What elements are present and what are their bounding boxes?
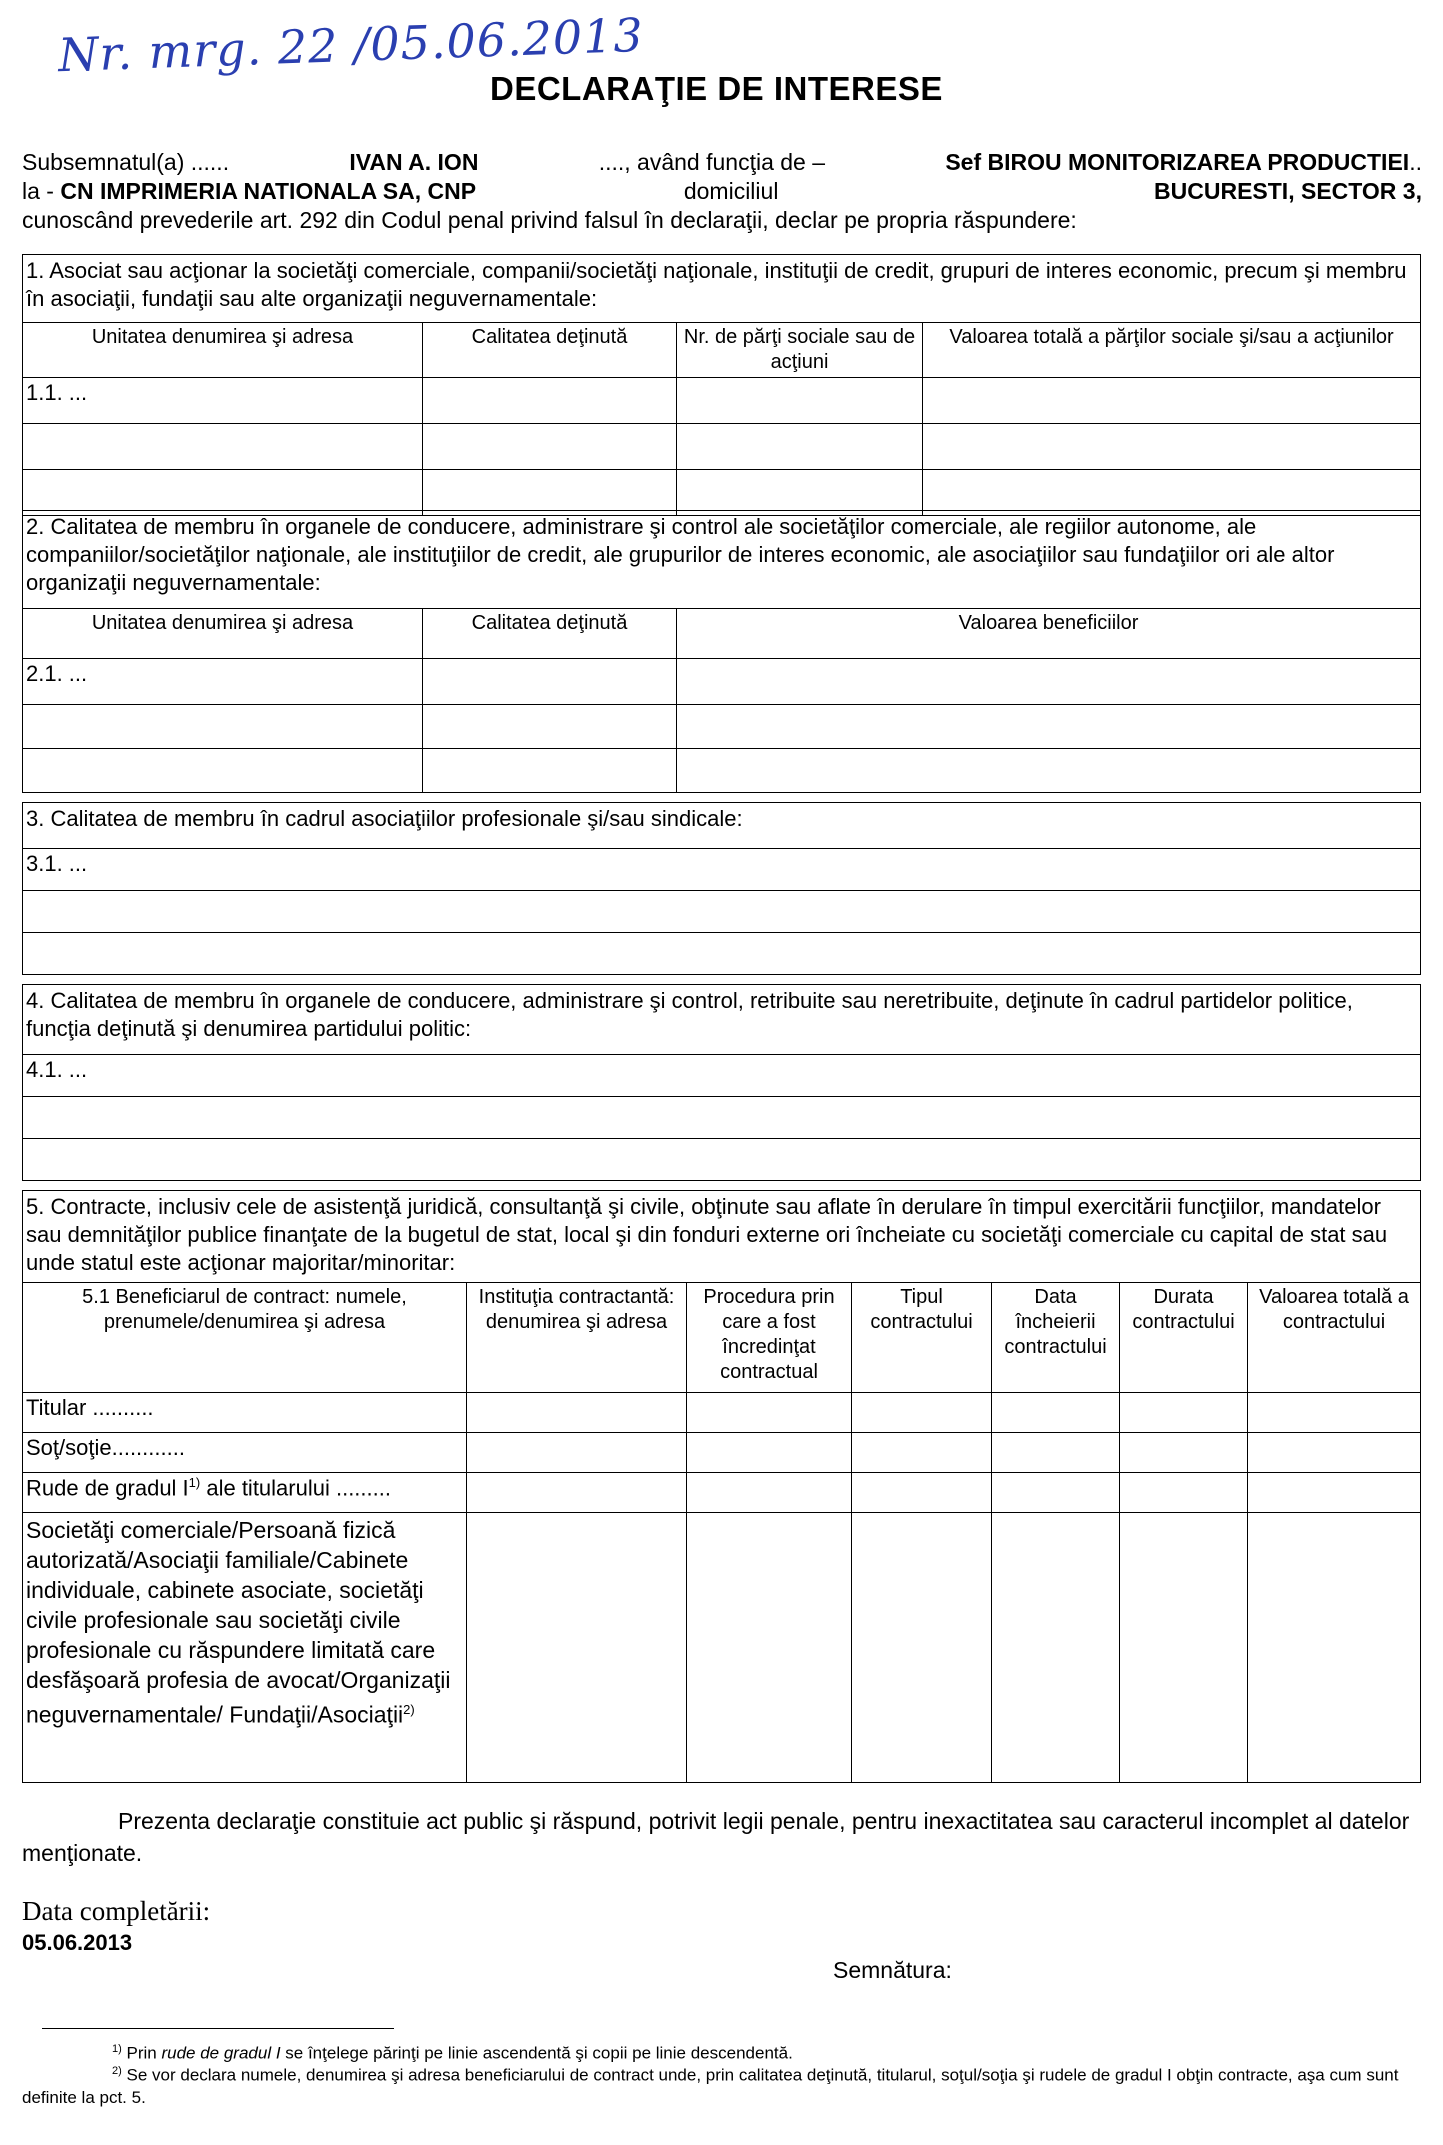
s5-cell [1248,1393,1421,1433]
intro-line-1 [22,148,1422,177]
declarant-name: IVAN A. ION [349,149,479,175]
s2-cell [423,705,677,749]
s2-cell [423,659,677,705]
s5-cell [1248,1473,1421,1513]
section-4-table [22,984,1421,1181]
handwritten-registration-note: Nr. mrg. 22 /05.06.2013 [57,7,645,83]
s5-cell [1120,1513,1248,1783]
s1-cell [923,378,1421,424]
intro-subsemnatul: Subsemnatul(a) ...... [22,149,230,175]
s5-cell [992,1473,1120,1513]
section-3-table [22,802,1421,975]
footnote-1-a: Prin [121,2043,162,2063]
declarant-intro [22,148,1422,235]
s1-header-shares: Nr. de părţi sociale sau de acţiuni [677,323,923,378]
s5-cell [1120,1393,1248,1433]
s1-header-quality: Calitatea deţinută [423,323,677,378]
s1-cell [677,424,923,470]
s5-companies-text: Societăţi comerciale/Persoană fizică autorizată/Asociaţii familiale/Cabinete individuale, cabinete asociate, societăţi civile profesionale sau societăţi civile profesionale cu răspundere limitată care desfăşoară profesia de avocat/Organizaţii neguvernamentale/ Fundaţii/Asociaţii [26,1517,451,1728]
section-2-title: 2. Calitatea de membru în organele de conducere, administrare şi control ale societăţilor comerciale, ale regiilor autonome, ale companiilor/societăţilor naţionale, ale instituţiilor de credit, ale grupurilor de interes economic, ale asociaţiilor sau fundaţiilor ori ale altor organizaţii neguvernamentale: [23,511,1421,609]
s5-cell [992,1433,1120,1473]
s5-relatives-text: Rude de gradul I [26,1475,189,1501]
s5-relatives-sup: 1) [188,1475,201,1490]
s1-cell [23,424,423,470]
s5-header-value: Valoarea totală a contractului [1248,1283,1421,1393]
s2-cell [23,705,423,749]
s5-header-beneficiary: 5.1 Beneficiarul de contract: numele, prenumele/denumirea şi adresa [23,1283,467,1393]
s2-cell [23,749,423,793]
s1-header-unit: Unitatea denumirea şi adresa [23,323,423,378]
s5-cell [467,1393,687,1433]
s4-cell [23,1139,1421,1181]
declaration-statement: Prezenta declaraţie constituie act public şi răspund, potrivit legii penale, pentru inexactitatea sau caracterul incomplet al datelor menţionate. [22,1808,1410,1866]
s3-cell [23,891,1421,933]
s5-cell [687,1513,852,1783]
s5-row-spouse: Soţ/soţie............ [23,1433,467,1473]
s2-header-quality: Calitatea deţinută [423,609,677,659]
declarant-organization: CN IMPRIMERIA NATIONALA SA, CNP [60,178,477,204]
signature-label: Semnătura: [833,1957,952,1983]
s5-header-date: Data încheierii contractului [992,1283,1120,1393]
s5-cell [992,1513,1120,1783]
intro-line-2 [22,177,1422,206]
section-4-title: 4. Calitatea de membru în organele de conducere, administrare şi control, retribuite sau neretribuite, deţinute în cadrul partidelor politice, funcţia deţinută şi denumirea partidului politic: [23,985,1421,1055]
s5-cell [1120,1433,1248,1473]
s1-cell [677,378,923,424]
s5-cell [852,1473,992,1513]
s2-cell [677,705,1421,749]
footnote-2-mark: 2) [112,2065,122,2077]
date-label: Data completării: [22,1896,211,1926]
s1-cell [23,470,423,516]
footnote-1-mark: 1) [112,2043,122,2055]
s4-row-label: 4.1. ... [23,1055,1421,1097]
footnote-divider [42,2028,394,2029]
s5-cell [467,1433,687,1473]
s2-cell [423,749,677,793]
s5-header-procedure: Procedura prin care a fost încredinţat contractual [687,1283,852,1393]
s1-cell [423,424,677,470]
s5-header-type: Tipul contractului [852,1283,992,1393]
declarant-address: BUCURESTI, SECTOR 3, [1154,178,1422,204]
date-value: 05.06.2013 [22,1930,133,1955]
footnote-1-em: rude de gradul I [161,2043,281,2063]
s5-companies-sup: 2) [403,1702,415,1717]
section-5-title: 5. Contracte, inclusiv cele de asistenţă juridică, consultanţă şi civile, obţinute sau aflate în derulare în timpul exercitării funcţiilor, mandatelor sau demnităţilor publice finanţate de la bugetul de stat, local şi din fonduri externe ori încheiate cu societăţi comerciale cu capital de stat sau unde statul este acţionar majoritar/minoritar: [23,1191,1421,1283]
s2-cell [677,749,1421,793]
section-3-title: 3. Calitatea de membru în cadrul asociaţiilor profesionale şi/sau sindicale: [23,803,1421,849]
intro-domiciliul: domiciliul [683,178,779,204]
s5-row-relatives [23,1473,467,1513]
s5-cell [687,1393,852,1433]
section-1-table [22,254,1421,516]
s2-cell [677,659,1421,705]
s5-cell [687,1433,852,1473]
s5-cell [467,1473,687,1513]
s5-cell [852,1433,992,1473]
declarant-function: Sef BIROU MONITORIZAREA PRODUCTIEI [945,149,1410,175]
footnote-2 [22,2060,1420,2109]
intro-dots: .. [1409,149,1422,175]
section-2-table [22,510,1421,793]
s1-cell [923,470,1421,516]
s1-header-value: Valoarea totală a părţilor sociale şi/sau a acţiunilor [923,323,1421,378]
s2-row-label: 2.1. ... [23,659,423,705]
section-5-table [22,1190,1421,1783]
s5-cell [1120,1473,1248,1513]
intro-la: la - [22,178,54,204]
s1-row-label: 1.1. ... [23,378,423,424]
s1-cell [677,470,923,516]
section-1-title: 1. Asociat sau acţionar la societăţi comerciale, companii/societăţi naţionale, instituţii de credit, grupuri de interes economic, precum şi membru în asociaţii, fundaţii sau alte organizaţii neguvernamentale: [23,255,1421,323]
s5-cell [467,1513,687,1783]
s3-cell [23,933,1421,975]
s1-cell [923,424,1421,470]
footnote-1-b: se înţelege părinţi pe linie ascendentă şi copii pe linie descendentă. [280,2043,793,2063]
s5-cell [852,1393,992,1433]
s5-relatives-end: ale titularului ......... [200,1475,391,1501]
s4-cell [23,1097,1421,1139]
s1-cell [423,470,677,516]
page-title: DECLARAŢIE DE INTERESE [490,70,943,107]
s3-row-label: 3.1. ... [23,849,1421,891]
s5-cell [1248,1433,1421,1473]
s5-cell [687,1473,852,1513]
s5-row-companies [23,1513,467,1783]
s1-cell [423,378,677,424]
intro-line-3: cunoscând prevederile art. 292 din Codul penal privind falsul în declaraţii, declar pe propria răspundere: [22,207,1077,233]
s2-header-benefits: Valoarea beneficiilor [677,609,1421,659]
s5-header-duration: Durata contractului [1120,1283,1248,1393]
s5-header-institution: Instituţia contractantă: denumirea şi adresa [467,1283,687,1393]
s5-cell [992,1393,1120,1433]
intro-functia: ...., având funcţia de – [598,149,826,175]
s5-cell [852,1513,992,1783]
s5-row-titular: Titular .......... [23,1393,467,1433]
footnote-2-text: Se vor declara numele, denumirea şi adresa beneficiarului de contract unde, prin calitatea deţinută, titularul, soţul/soţia şi rudele de gradul I obţin contracte, aşa cum sunt definite la pct. 5. [22,2065,1399,2107]
s2-header-unit: Unitatea denumirea şi adresa [23,609,423,659]
s5-cell [1248,1513,1421,1783]
